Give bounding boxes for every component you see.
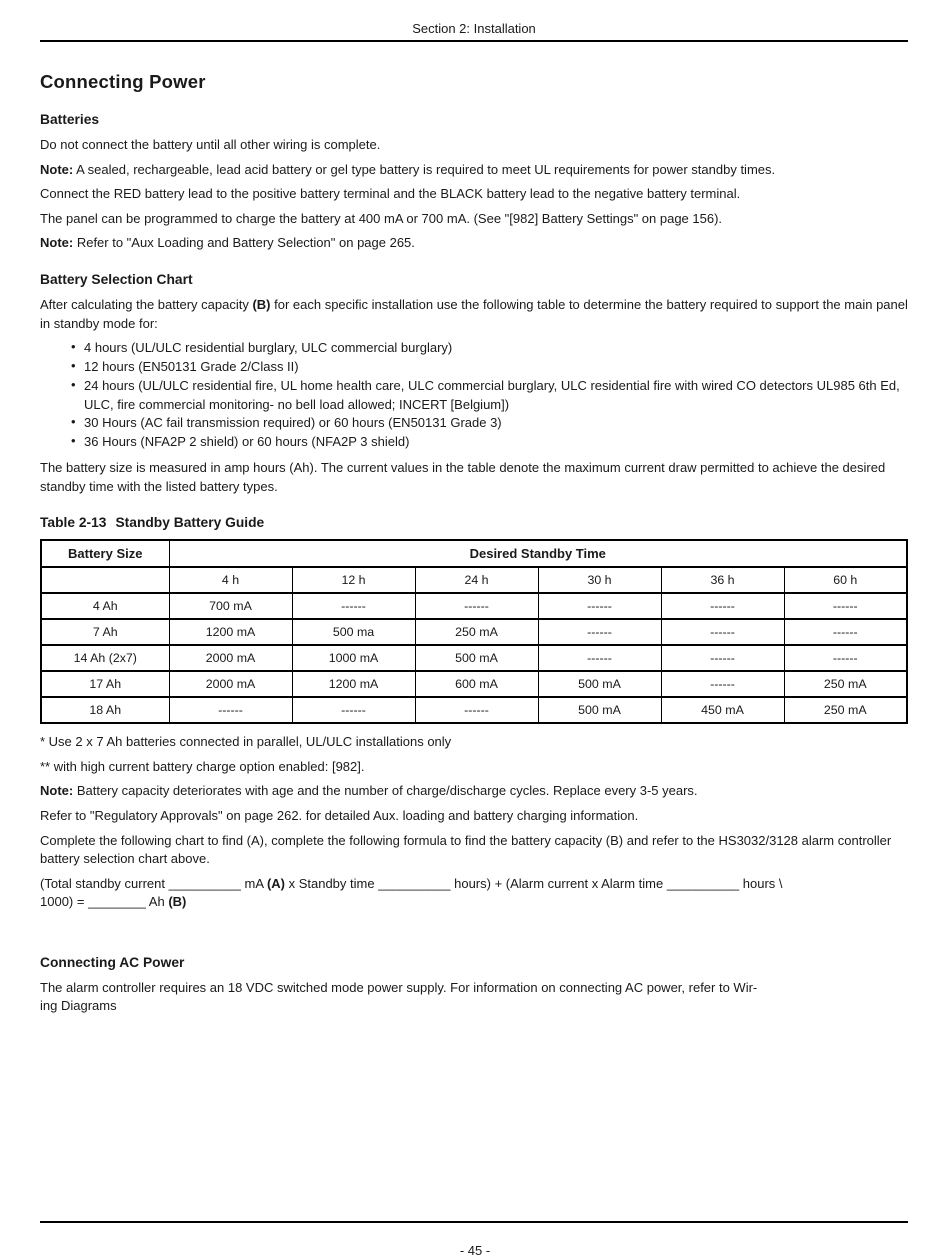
standby-battery-table [40,539,908,724]
text-run: Do not connect the battery until all other wiring is complete. [40,137,381,152]
cell-battery-size: 14 Ah (2x7) [41,645,169,671]
text-run: The panel can be programmed to charge the battery at 400 mA or 700 mA. (See "[982] Battery Settings" on page 156). [40,210,723,226]
table-cell: 1200 mA [169,619,292,645]
running-header-text: Section 2: Installation [412,21,536,36]
column-header-60h: 60 h [784,567,907,593]
list-item: • 36 Hours (NFA2P 2 shield) or 60 hours (NFA2P 3 shield) [84,433,908,452]
table-cell: 250 mA [784,671,907,697]
paragraph-selection-intro [40,296,908,333]
table-caption-title: Standby Battery Guide [115,515,265,531]
table-row [41,671,907,697]
standby-time-bullet-list [40,339,908,452]
table-row [41,593,907,619]
paragraph-formula-intro [40,832,908,869]
table-cell: ------ [784,645,907,671]
list-item: • 30 Hours (AC fail transmission required) or 60 hours (EN50131 Grade 3) [84,414,908,433]
table-cell: 2000 mA [169,671,292,697]
page-number: - 45 - [459,1243,491,1258]
footer-divider [40,1221,908,1223]
table-cell: 500 mA [538,697,661,723]
table-caption [40,515,908,530]
column-header-battery-size: Battery Size [41,540,169,567]
paragraph-battery-leads [40,185,908,204]
table-cell: ------ [661,593,784,619]
cell-battery-size: 18 Ah [41,697,169,723]
table-cell: ------ [784,593,907,619]
paragraph-battery-warning [40,136,908,155]
table-cell: ------ [784,619,907,645]
page-title: Connecting Power [40,71,206,92]
text-run: Refer to "Regulatory Approvals" on page 262. for detailed Aux. loading and battery charging information. [40,807,639,823]
table-cell: ------ [661,619,784,645]
text-run: Connect the RED battery lead to the positive battery terminal and the BLACK battery lead to the negative battery terminal. [40,186,741,202]
bold-capacity-b: (B) [252,296,271,312]
text-run: The battery size is measured in amp hours (Ah). The current values in the table denote the maximum current draw permitted to achieve the desired standby time with the listed battery types. [40,459,886,494]
paragraph-ac-power [40,979,908,1016]
table-cell: ------ [415,593,538,619]
table-cell: 500 mA [538,671,661,697]
paragraph-regulatory-refer [40,807,908,826]
table-footnote-1 [40,733,908,752]
text-run: ing Diagrams [40,998,117,1014]
column-header-24h: 24 h [415,567,538,593]
text-run: Battery capacity deteriorates with age and the number of charge/discharge cycles. Replace every 3-5 years. [73,783,698,799]
text-run: x Standby time __________ hours) + (Alarm current x Alarm time __________ hours \ [284,875,783,891]
section-heading-batteries: Batteries [40,112,100,127]
table-cell: ------ [169,697,292,723]
table-cell: 250 mA [415,619,538,645]
section-heading-connecting-ac-power: Connecting AC Power [40,954,185,970]
column-header-4h: 4 h [169,567,292,593]
column-header-36h: 36 h [661,567,784,593]
table-header-row [41,540,907,567]
table-cell: 1200 mA [292,671,415,697]
table-cell: 250 mA [784,697,907,723]
text-run: The alarm controller requires an 18 VDC switched mode power supply. For information on connecting AC power, refer to Wir- [40,979,758,995]
text-run: A sealed, rechargeable, lead acid battery or gel type battery is required to meet UL requirements for power standby times. [73,161,776,177]
table-cell-empty [41,567,169,593]
paragraph-formula [40,875,908,912]
column-header-desired-standby-time: Desired Standby Time [169,540,907,567]
list-item: • 4 hours (UL/ULC residential burglary, ULC commercial burglary) [84,339,908,358]
table-cell: 600 mA [415,671,538,697]
cell-battery-size: 4 Ah [41,593,169,619]
table-cell: ------ [415,697,538,723]
table-row [41,697,907,723]
text-run: Refer to "Aux Loading and Battery Selection" on page 265. [73,235,415,251]
note-paragraph-battery-type [40,161,908,180]
note-paragraph-battery-capacity [40,782,908,801]
column-header-12h: 12 h [292,567,415,593]
list-item: • 12 hours (EN50131 Grade 2/Class II) [84,358,908,377]
table-row [41,619,907,645]
text-run: ** with high current battery charge option enabled: [982]. [40,758,365,774]
note-label: Note: [40,783,74,799]
text-run: * Use 2 x 7 Ah batteries connected in parallel, UL/ULC installations only [40,734,452,750]
table-footnote-2 [40,758,908,777]
table-cell: ------ [661,671,784,697]
table-cell: ------ [538,593,661,619]
table-cell: ------ [292,593,415,619]
table-cell: ------ [538,619,661,645]
text-run: 1000) = ________ Ah [40,894,169,910]
table-cell: ------ [538,645,661,671]
text-run: After calculating the battery capacity [40,296,253,312]
page-content [40,71,908,1016]
table-cell: 700 mA [169,593,292,619]
paragraph-amp-hours [40,459,908,496]
note-paragraph-aux-loading [40,234,908,253]
column-header-30h: 30 h [538,567,661,593]
table-cell: ------ [292,697,415,723]
list-item: • 24 hours (UL/ULC residential fire, UL home health care, ULC commercial burglary, ULC residential fire with wired CO detectors UL985 6th Ed, ULC, fire commercial monitoring- no bell load allowed; INCERT [Belgium]) [84,377,908,415]
table-row [41,645,907,671]
paragraph-charge-rate [40,210,908,229]
section-heading-battery-selection-chart: Battery Selection Chart [40,271,193,287]
table-cell: 500 mA [415,645,538,671]
table-cell: 1000 mA [292,645,415,671]
cell-battery-size: 17 Ah [41,671,169,697]
page-header [40,0,908,42]
text-run: (Total standby current __________ mA [40,875,267,891]
table-cell: 2000 mA [169,645,292,671]
table-cell: 500 ma [292,619,415,645]
text-run: for each specific installation use the following table to determine the battery required to support the main panel in standby mode for: [40,296,908,331]
table-caption-label: Table 2-13 [40,515,107,531]
note-label: Note: [40,235,74,251]
table-subheader-row [41,567,907,593]
note-label: Note: [40,161,74,177]
bold-formula-b: (B) [168,894,187,910]
table-cell: 450 mA [661,697,784,723]
text-run: Complete the following chart to find (A), complete the following formula to find the battery capacity (B) and refer to the HS3032/3128 alarm controller battery selection chart above. [40,832,892,867]
bold-formula-a: (A) [266,875,285,891]
table-cell: ------ [661,645,784,671]
cell-battery-size: 7 Ah [41,619,169,645]
